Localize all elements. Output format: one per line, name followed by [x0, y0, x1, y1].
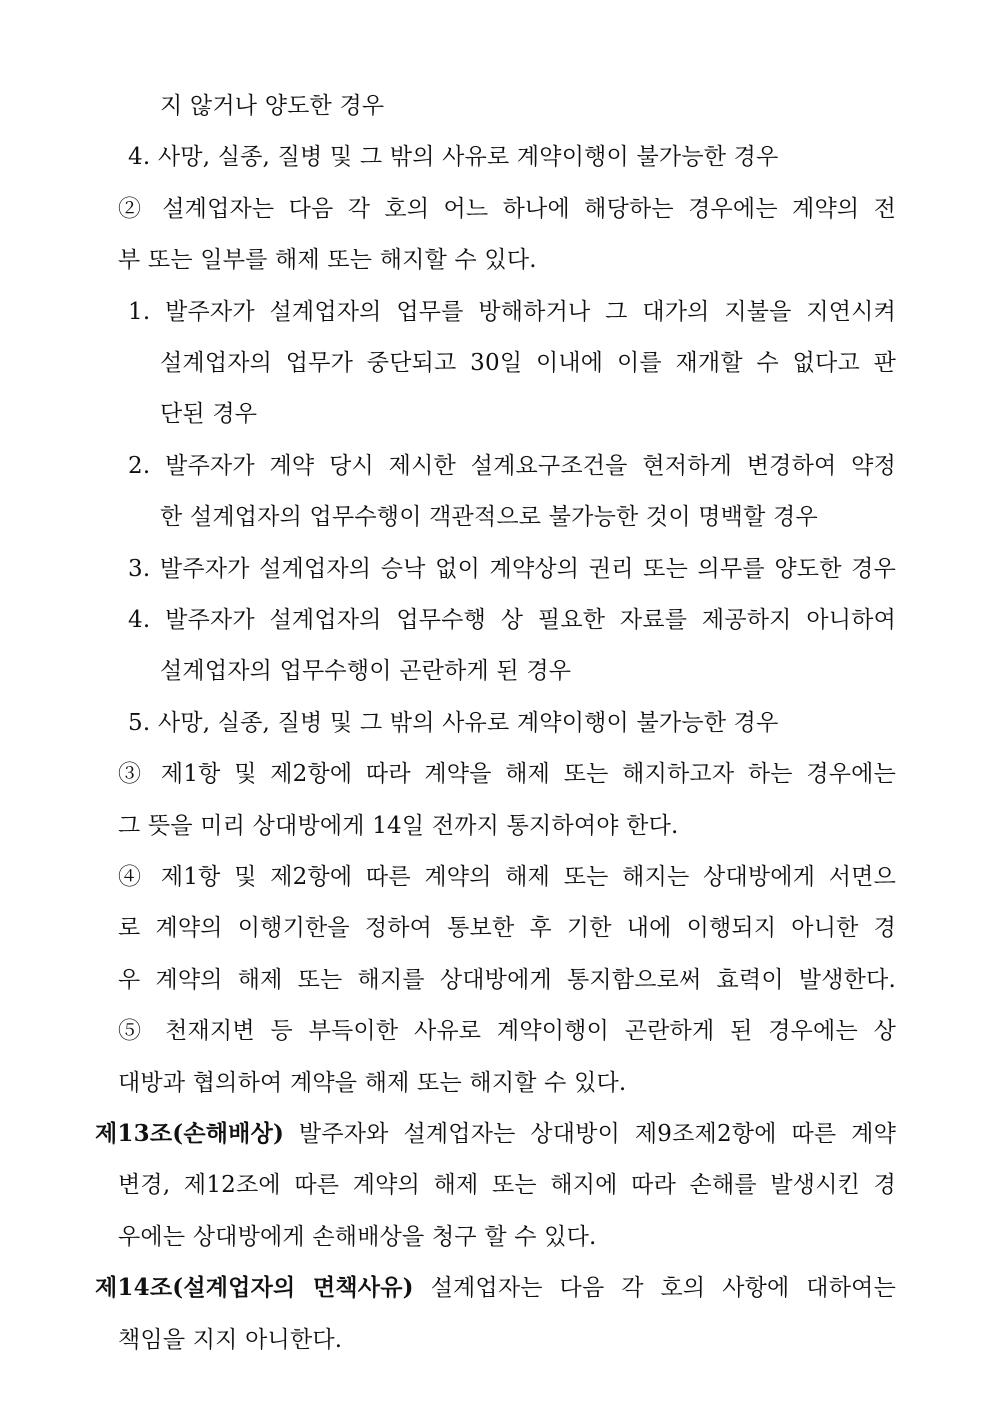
text-line: ② 설계업자는 다음 각 호의 어느 하나에 해당하는 경우에는 계약의 전	[118, 196, 896, 222]
text-line: 발주자와 설계업자는 상대방이 제9조제2항에 따른 계약	[284, 1121, 896, 1147]
text-line: 그 뜻을 미리 상대방에게 14일 전까지 통지하여야 한다.	[118, 813, 679, 839]
article-14-line	[95, 1273, 896, 1303]
text-line: 변경, 제12조에 따른 계약의 해제 또는 해지에 따라 손해를 발생시킨 경	[118, 1172, 896, 1198]
text-line: 설계업자의 업무수행이 곤란하게 된 경우	[160, 658, 572, 684]
text-line: 3. 발주자가 설계업자의 승낙 없이 계약상의 권리 또는 의무를 양도한 경우	[128, 556, 896, 582]
text-line: 책임을 지지 아니한다.	[118, 1327, 343, 1353]
text-line: 대방과 협의하여 계약을 해제 또는 해지할 수 있다.	[118, 1070, 627, 1096]
text-line: 우 계약의 해제 또는 해지를 상대방에게 통지함으로써 효력이 발생한다.	[118, 967, 896, 993]
article-14-title: 제14조(설계업자의 면책사유)	[95, 1274, 414, 1301]
text-line: 우에는 상대방에게 손해배상을 청구 할 수 있다.	[118, 1224, 597, 1250]
text-line: ⑤ 천재지변 등 부득이한 사유로 계약이행이 곤란하게 된 경우에는 상	[118, 1018, 896, 1044]
text-line: 로 계약의 이행기한을 정하여 통보한 후 기한 내에 이행되지 아니한 경	[118, 915, 896, 941]
article-13-title: 제13조(손해배상)	[95, 1120, 285, 1147]
article-13-line	[95, 1119, 896, 1149]
text-line: 설계업자는 다음 각 호의 사항에 대하여는	[413, 1275, 896, 1301]
text-line: 4. 발주자가 설계업자의 업무수행 상 필요한 자료를 제공하지 아니하여	[128, 607, 896, 633]
text-line: 1. 발주자가 설계업자의 업무를 방해하거나 그 대가의 지불을 지연시켜	[128, 299, 896, 325]
text-line: 4. 사망, 실종, 질병 및 그 밖의 사유로 계약이행이 불가능한 경우	[128, 144, 779, 170]
text-line: 지 않거나 양도한 경우	[160, 93, 385, 119]
text-line: 부 또는 일부를 해제 또는 해지할 수 있다.	[118, 247, 537, 273]
text-line: 단된 경우	[160, 401, 258, 427]
text-line: 설계업자의 업무가 중단되고 30일 이내에 이를 재개할 수 없다고 판	[160, 350, 896, 376]
text-line: ③ 제1항 및 제2항에 따라 계약을 해제 또는 해지하고자 하는 경우에는	[118, 761, 896, 787]
text-line: 2. 발주자가 계약 당시 제시한 설계요구조건을 현저하게 변경하여 약정	[128, 453, 896, 479]
text-line: 5. 사망, 실종, 질병 및 그 밖의 사유로 계약이행이 불가능한 경우	[128, 710, 779, 736]
text-line: ④ 제1항 및 제2항에 따른 계약의 해제 또는 해지는 상대방에게 서면으	[118, 864, 896, 890]
text-line: 한 설계업자의 업무수행이 객관적으로 불가능한 것이 명백할 경우	[160, 504, 818, 530]
